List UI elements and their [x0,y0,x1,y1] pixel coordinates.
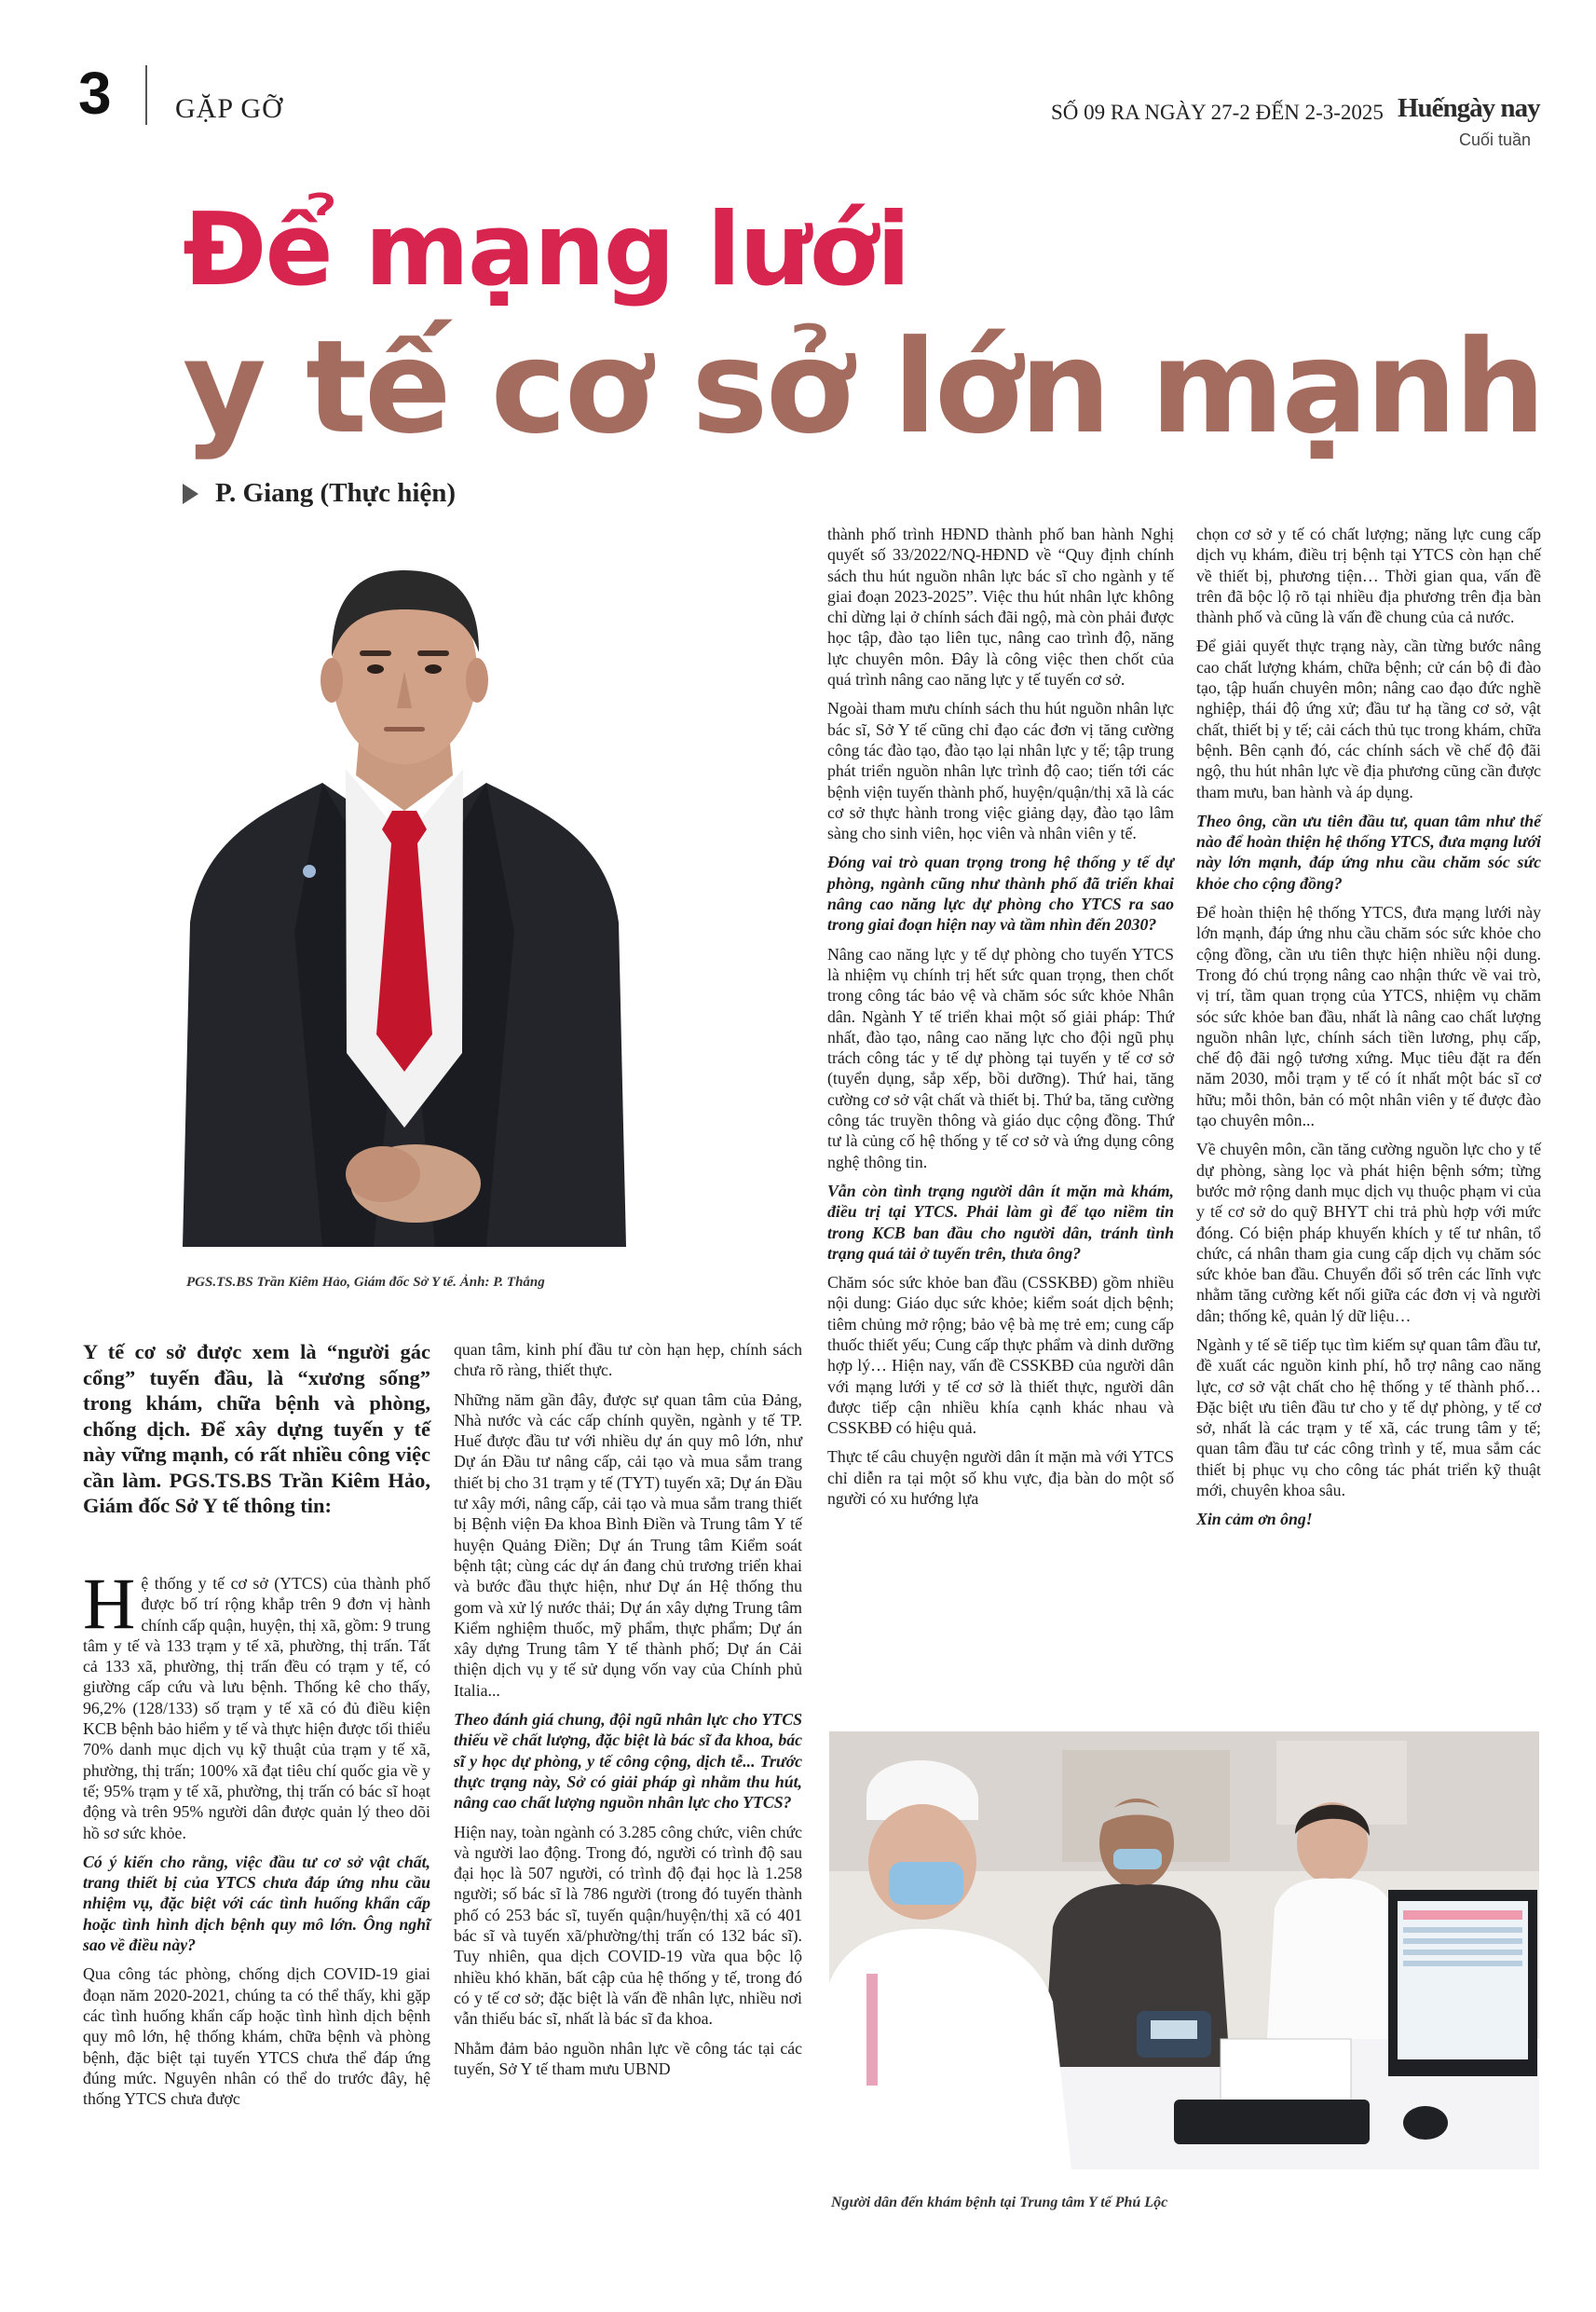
closing-line: Xin cảm ơn ông! [1196,1510,1313,1529]
issue-info: SỐ 09 RA NGÀY 27-2 ĐẾN 2-3-2025 [1051,101,1384,124]
paragraph: thành phố trình HĐND thành phố ban hành Nghị quyết số 33/2022/NQ-HĐND về “Quy định chính sách thu hút nguồn nhân lực bác sĩ cho ngành y tế giai đoạn 2023-2025”. Việc thu hút nhân lực không chỉ dừng lại ở chính sách đãi ngộ, mà còn phải được học tập, đào tạo liên tục, nâng cao trình độ, năng lực chuyên môn. Đây là công việc then chốt của quá trình nâng cao năng lực y tế tuyến cơ sở. [827,525,1174,690]
paragraph: Để hoàn thiện hệ thống YTCS, đưa mạng lưới này lớn mạnh, đáp ứng nhu cầu chăm sóc sức khỏe cho cộng đồng, cần ưu tiên thực hiện nhiều nội dung. Trong đó chú trọng nâng cao nhận thức về vai trò, vị trí, tầm quan trọng của YTCS, nhiệm vụ chăm sóc sức khỏe ban đầu, nhất là nâng cao chất lượng nguồn nhân lực, chính sách tiền lương, phụ cấp, chế độ đãi ngộ tương xứng. Mục tiêu đặt ra đến năm 2030, mỗi trạm y tế có ít nhất một bác sĩ cơ hữu; mỗi thôn, bản có một nhân viên y tế được đào tạo chuyên môn... [1196,903,1541,1130]
paragraph-text: ệ thống y tế cơ sở (YTCS) của thành phố được bố trí rộng khắp trên 9 đơn vị hành chính cấp quận, huyện, thị xã, gồm: 9 trung tâm y tế và 133 trạm y tế xã, phường, thị trấn. Tất cả 133 xã, phường, thị trấn đều có trạm y tế, có giường cấp cứu và lưu bệnh. Thống kê cho thấy, 96,2% (128/133) số trạm y tế xã có đủ điều kiện KCB bệnh bảo hiểm y tế và thực hiện được tối thiểu 70% danh mục dịch vụ kỹ thuật của trạm y tế xã, phường, thị trấn; 100% xã đạt tiêu chí quốc gia về y tế; 95% trạm y tế xã, phường, thị trấn có bác sĩ hoạt động và trên 95% người dân được quản lý theo dõi hồ sơ sức khỏe. [83,1574,430,1842]
clinic-photo [829,1731,1539,2169]
interview-question: Theo đánh giá chung, đội ngũ nhân lực cho YTCS thiếu về chất lượng, đặc biệt là bác sĩ đa khoa, bác sĩ y học dự phòng, y tế công cộng, dịch tễ... Trước thực trạng này, Sở có giải pháp gì nhằm thu hút, nâng cao chất lượng nguồn nhân lực cho YTCS? [454,1710,802,1813]
paragraph: Ngoài tham mưu chính sách thu hút nguồn nhân lực bác sĩ, Sở Y tế cũng chỉ đạo các đơn vị tăng cường công tác đào tạo, đào tạo lại nhân lực y tế; tập trung phát triển nguồn nhân lực trình độ cao; tiến tới các bệnh viện tuyến thành phố, huyện/quận/thị xã là các cơ sở thực hành trong việc giảng dạy, đào tạo lâm sàng cho sinh viên, học viên và nhân viên y tế. [827,699,1174,843]
page-number: 3 [78,60,112,127]
section-label: GẶP GỠ [175,93,283,124]
logo-main-text: Huếngày nay [1398,93,1540,123]
article-lead: Y tế cơ sở được xem là “người gác cổng” tuyến đầu, là “xương sống” trong khám, chữa bệnh và phòng, chống dịch. Để xây dựng tuyến y tế này vững mạnh, có rất nhiều công việc cần làm. PGS.TS.BS Trần Kiêm Hảo, Giám đốc Sở Y tế thông tin: [83,1340,430,1517]
paragraph: Để giải quyết thực trạng này, cần từng bước nâng cao chất lượng khám, chữa bệnh; cử cán bộ đi đào tạo, tập huấn chuyên môn; nâng cao đạo đức nghề nghiệp, thái độ ứng xử; đầu tư hạ tầng cơ sở, vật chất, thiết bị y tế; cải cách thủ tục trong khám, chữa bệnh. Bên cạnh đó, các chính sách về chế độ đãi ngộ, thu hút nhân lực về địa phương cũng cần được tham mưu, ban hành và áp dụng. [1196,636,1541,801]
paragraph: Qua công tác phòng, chống dịch COVID-19 giai đoạn năm 2020-2021, chúng ta có thể thấy, khi gặp các tình huống khẩn cấp hoặc tình hình dịch bệnh quy mô lớn, hệ thống khám, chữa bệnh và phòng bệnh, đặc biệt tại tuyến YTCS chưa thể đáp ứng đúng mức. Nguyên nhân có thể do trước đây, hệ thống YTCS chưa được [83,1964,430,2109]
text-column-3 [827,524,1174,1517]
byline [183,478,456,509]
paragraph: Nâng cao năng lực y tế dự phòng cho tuyến YTCS là nhiệm vụ chính trị hết sức quan trọng, then chốt trong công tác bảo vệ và chăm sóc sức khỏe Nhân dân. Ngành Y tế triển khai một số giải pháp: Thứ nhất, đào tạo, nâng cao năng lực cho đội ngũ phụ trách công tác y tế dự phòng tại tuyến y tế cơ sở (tuyển dụng, sắp xếp, bồi dưỡng). Thứ hai, tăng cường cơ sở vật chất và thiết bị. Thứ ba, tăng cường công tác truyền thông và giáo dục cộng đồng. Thứ tư là củng cố hệ thống y tế cơ sở và ứng dụng công nghệ thông tin. [827,944,1174,1171]
text-column-4 [1196,524,1541,1539]
paragraph: Nhằm đảm bảo nguồn nhân lực về công tác tại các tuyến, Sở Y tế tham mưu UBND [454,2038,802,2078]
paragraph: Những năm gần đây, được sự quan tâm của Đảng, Nhà nước và các cấp chính quyền, ngành y tế TP. Huế được đầu tư với nhiều dự án quy mô lớn, như Dự án Đầu tư nâng cấp, cải tạo và mua sắm trang thiết bị cho 31 trạm y tế (TYT) tuyến xã; Dự án Đầu tư xây mới, nâng cấp, cải tạo và mua sắm trang thiết bị Bệnh viện Đa khoa Bình Điền và Trung tâm Y tế huyện Quảng Điền; Dự án Trung tâm Kiểm soát bệnh tật; cùng các dự án đang chủ trương triển khai và bước đầu thực hiện, như Dự án Hệ thống thu gom và xử lý nước thải; Dự án xây dựng Trung tâm Kiểm nghiệm thuốc, mỹ phẩm, thực phẩm; Dự án xây dựng Trung tâm Y tế thành phố; Dự án Cải thiện dịch vụ y tế sử dụng vốn vay của Chính phủ Italia... [454,1389,802,1700]
interview-question: Đóng vai trò quan trọng trong hệ thống y tế dự phòng, ngành cũng như thành phố đã triển khai nâng cao năng lực dự phòng cho YTCS ra sao trong giai đoạn hiện nay và tầm nhìn đến 2030? [827,853,1174,935]
article-title-line1: Để mạng lưới [183,192,909,308]
interview-question: Theo ông, cần ưu tiên đầu tư, quan tâm như thế nào để hoàn thiện hệ thống YTCS, đưa mạng lưới này lớn mạnh, đáp ứng nhu cầu chăm sóc sức khỏe cho cộng đồng? [1196,811,1541,893]
logo-sub-text: Cuối tuần [1459,130,1532,149]
portrait-caption: PGS.TS.BS Trần Kiêm Hảo, Giám đốc Sở Y tế. Ảnh: P. Thắng [186,1275,545,1290]
paragraph: chọn cơ sở y tế có chất lượng; năng lực cung cấp dịch vụ khám, điều trị bệnh tại YTCS còn hạn chế về thiết bị, phương tiện… Thời gian qua, vấn đề trên đã bộc lộ rõ tại nhiều địa phương trên địa bàn thành phố và cũng là vấn đề chung của cả nước. [1196,525,1541,627]
newspaper-logo [1398,93,1547,158]
paragraph: quan tâm, kinh phí đầu tư còn hạn hẹp, chính sách chưa rõ ràng, thiết thực. [454,1340,802,1380]
clinic-photo-caption: Người dân đến khám bệnh tại Trung tâm Y tế Phú Lộc [831,2195,1168,2210]
interview-question: Có ý kiến cho rằng, việc đầu tư cơ sở vật chất, trang thiết bị của YTCS chưa đáp ứng nhu cầu nhiệm vụ, đặc biệt với các tình huống khẩn cấp hoặc tình hình dịch bệnh quy mô lớn. Ông nghĩ sao về điều này? [83,1852,430,1955]
paragraph: Về chuyên môn, cần tăng cường nguồn lực cho y tế dự phòng, sàng lọc và phát hiện bệnh sớm; từng bước mở rộng danh mục dịch vụ thuộc phạm vi của y tế cơ sở do quỹ BHYT chi trả phù hợp với mức đóng. Có biện pháp khuyến khích y tế tư nhân, tổ chức, cá nhân tham gia cung cấp dịch vụ chăm sóc sức khỏe ban đầu. Chuyển đổi số trên các lĩnh vực nhằm tăng cường kết nối giữa các đơn vị và người dân; thống kê, quản lý dữ liệu… [1196,1140,1541,1325]
text-column-2 [454,1339,802,2087]
paragraph: Ngành y tế sẽ tiếp tục tìm kiếm sự quan tâm đầu tư, đề xuất các nguồn kinh phí, hỗ trợ nâng cao năng lực, cơ sở vật chất cho hệ thống y tế thành phố… Đặc biệt ưu tiên đầu tư cho y tế dự phòng, y tế cơ sở, nhất là các trạm y tế xã, các trung tâm y tế; quan tâm đầu tư các công trình y tế, mua sắm các thiết bị phục vụ cho công tác phát triển kỹ thuật mới, chuyên khoa sâu. [1196,1334,1541,1500]
text-column-1 [83,1563,430,2117]
interview-question: Vẫn còn tình trạng người dân ít mặn mà khám, điều trị tại YTCS. Phải làm gì để tạo niềm tin trong KCB ban đầu cho người dân, tránh tình trạng quá tải ở tuyến trên, thưa ông? [827,1181,1174,1263]
header-divider [145,65,147,125]
byline-text: P. Giang (Thực hiện) [215,478,457,508]
play-arrow-icon [183,484,198,504]
article-title-line2: y tế cơ sở lớn mạnh [183,312,1544,462]
paragraph: Thực tế câu chuyện người dân ít mặn mà với YTCS chỉ diễn ra tại một số khu vực, địa bàn do một số người có xu hướng lựa [827,1447,1174,1509]
paragraph: Hiện nay, toàn ngành có 3.285 công chức, viên chức và người lao động. Trong đó, người có trình độ sau đại học là 507 người, có trình độ đại học là 1.258 người; số bác sĩ là 786 người (trong đó tuyến thành phố có 253 bác sĩ, tuyến quận/huyện/thị xã có 401 bác sĩ và tuyến xã/phường/thị trấn có 132 bác sĩ). Tuy nhiên, qua dịch COVID-19 vừa qua bộc lộ nhiều khó khăn, bất cập của hệ thống y tế, trong đó có y tế cơ sở; đặc biệt là vấn đề nhân lực, nhiều nơi vẫn thiếu bác sĩ, nhất là bác sĩ đa khoa. [454,1822,802,2029]
paragraph: Chăm sóc sức khỏe ban đầu (CSSKBĐ) gồm nhiều nội dung: Giáo dục sức khỏe; kiểm soát dịch bệnh; tiêm chủng mở rộng; bảo vệ bà mẹ trẻ em; cung cấp thuốc thiết yếu; Cung cấp thực phẩm và dinh dưỡng hợp lý… Hiện nay, vấn đề CSSKBĐ của người dân với mạng lưới y tế cơ sở là thiết thực, người dân được tiếp cận nhiều khía cạnh khác nhau và CSSKBĐ có hiệu quả. [827,1273,1174,1438]
paragraph [83,1563,430,1843]
portrait-photo [183,531,626,1247]
drop-cap: H [83,1563,136,1644]
